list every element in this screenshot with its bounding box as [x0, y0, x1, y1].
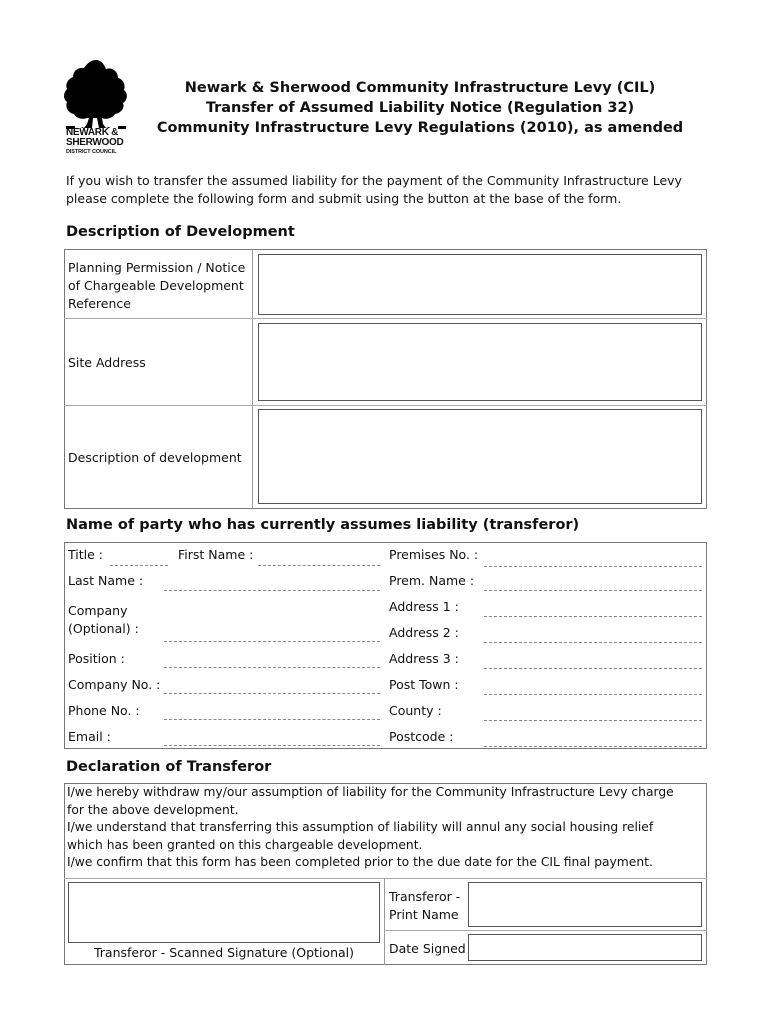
phone-no-field[interactable] — [164, 719, 380, 720]
row-separator — [384, 930, 707, 931]
premises-no-field[interactable] — [484, 566, 702, 567]
planning-reference-field[interactable] — [258, 254, 702, 315]
postcode-field[interactable] — [484, 746, 702, 747]
print-name-label — [389, 888, 460, 924]
title-line2: Transfer of Assumed Liability Notice (Regulation 32) — [205, 100, 635, 116]
title-field[interactable] — [110, 565, 168, 566]
intro-line2: please complete the following form and submit using the button at the base of the form. — [66, 191, 622, 206]
site-address-field[interactable] — [258, 323, 702, 401]
last-name-label: Last Name : — [68, 573, 144, 588]
address2-label: Address 2 : — [389, 625, 459, 640]
planning-reference-label — [68, 259, 245, 313]
declaration-text — [67, 784, 703, 872]
print-name-field[interactable] — [468, 882, 702, 927]
address1-label: Address 1 : — [389, 599, 459, 614]
logo-line3: DISTRICT COUNCIL — [66, 149, 117, 155]
last-name-field[interactable] — [164, 590, 380, 591]
row-separator — [64, 878, 707, 879]
title-label: Title : — [68, 547, 103, 562]
planning-label-line1: Planning Permission / Notice — [68, 260, 246, 275]
row-separator — [64, 318, 707, 319]
first-name-field[interactable] — [258, 565, 380, 566]
post-town-label: Post Town : — [389, 677, 459, 692]
county-label: County : — [389, 703, 442, 718]
company-label — [68, 602, 139, 638]
declaration-heading: Declaration of Transferor — [66, 759, 272, 775]
date-signed-field[interactable] — [468, 934, 702, 961]
logo-line2: SHERWOOD — [66, 137, 124, 148]
signature-field[interactable] — [68, 882, 380, 943]
row-separator — [64, 405, 707, 406]
address2-field[interactable] — [484, 642, 702, 643]
description-field[interactable] — [258, 409, 702, 504]
declaration-line4: which has been granted on this chargeable development. — [67, 837, 423, 852]
signature-label: Transferor - Scanned Signature (Optional) — [93, 945, 355, 960]
company-field[interactable] — [164, 641, 380, 642]
position-label: Position : — [68, 651, 125, 666]
post-town-field[interactable] — [484, 694, 702, 695]
council-logo-text — [66, 128, 123, 156]
email-label: Email : — [68, 729, 111, 744]
intro-text — [66, 172, 726, 208]
development-heading: Description of Development — [66, 224, 295, 240]
date-signed-label: Date Signed — [389, 941, 466, 956]
address3-field[interactable] — [484, 668, 702, 669]
transferor-heading: Name of party who has currently assumes liability (transferor) — [66, 517, 580, 533]
logo-line1: NEWARK & — [66, 127, 119, 138]
declaration-line2: for the above development. — [67, 802, 239, 817]
company-no-label: Company No. : — [68, 677, 161, 692]
premises-no-label: Premises No. : — [389, 547, 479, 562]
company-label-line1: Company — [68, 603, 128, 618]
declaration-line5: I/we confirm that this form has been completed prior to the due date for the CIL final payment. — [67, 855, 653, 869]
title-line3: Community Infrastructure Levy Regulations (2010), as amended — [156, 120, 684, 136]
signature-divider — [384, 878, 385, 965]
intro-line1: If you wish to transfer the assumed liability for the payment of the Community Infrastructure Levy — [66, 173, 682, 188]
email-field[interactable] — [164, 745, 380, 746]
county-field[interactable] — [484, 720, 702, 721]
prem-name-label: Prem. Name : — [389, 573, 475, 588]
position-field[interactable] — [164, 667, 380, 668]
print-name-line1: Transferor - — [389, 889, 461, 904]
company-label-line2: (Optional) : — [68, 621, 139, 636]
planning-label-line2: of Chargeable Development — [68, 278, 244, 293]
address3-label: Address 3 : — [389, 651, 459, 666]
address1-field[interactable] — [484, 616, 702, 617]
prem-name-field[interactable] — [484, 590, 702, 591]
declaration-line1: I/we hereby withdraw my/our assumption of liability for the Community Infrastructure Levy charge — [67, 785, 674, 799]
transferor-table — [64, 542, 707, 749]
print-name-line2: Print Name — [389, 907, 459, 922]
description-label: Description of development — [68, 450, 242, 465]
first-name-label: First Name : — [178, 547, 254, 562]
phone-no-label: Phone No. : — [68, 703, 140, 718]
site-address-label: Site Address — [68, 355, 146, 370]
company-no-field[interactable] — [164, 693, 380, 694]
declaration-line3: I/we understand that transferring this assumption of liability will annul any social housing relief — [67, 820, 654, 834]
planning-label-line3: Reference — [68, 296, 131, 311]
title-line1: Newark & Sherwood Community Infrastructure Levy (CIL) — [184, 80, 656, 96]
postcode-label: Postcode : — [389, 729, 454, 744]
development-divider — [252, 249, 253, 509]
